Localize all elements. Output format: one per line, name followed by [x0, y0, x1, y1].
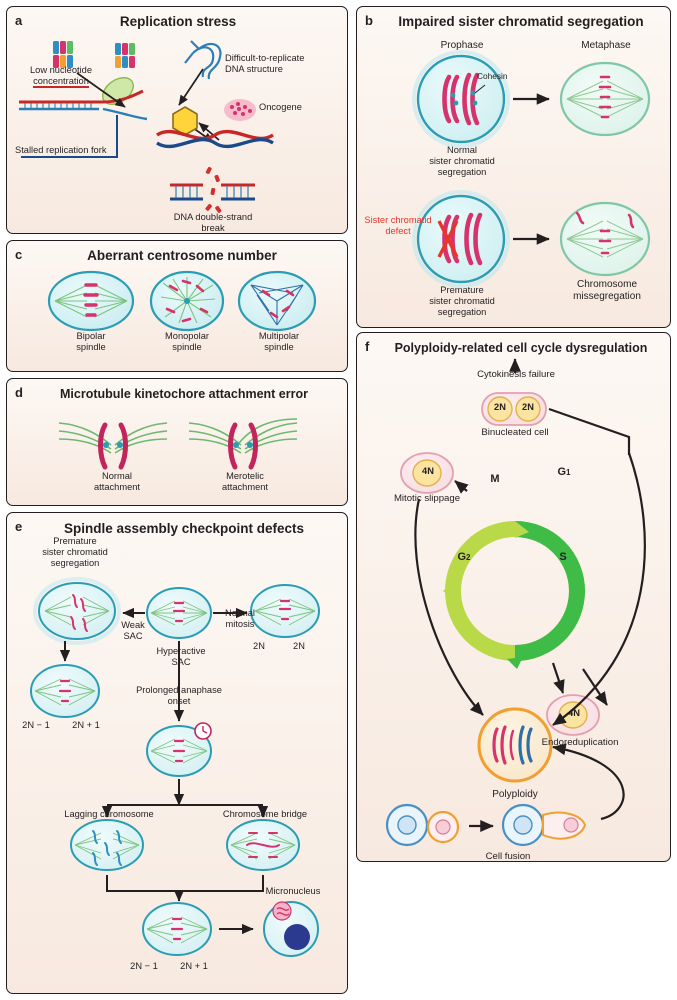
lagging-chromosome-cell — [71, 820, 143, 870]
label-dna-double-strand-break: DNA double-strand break — [173, 212, 253, 233]
label-2n-plus-1-b: 2N + 1 — [180, 961, 208, 971]
label-chromosome-missegregation: Chromosome missegregation — [573, 279, 641, 302]
panel-a-graphic — [7, 7, 348, 234]
aneuploid-cell — [31, 665, 99, 717]
panel-impaired-sister-chromatid-segregation — [356, 6, 671, 328]
normal-attachment-diagram — [59, 423, 167, 467]
panel-d-graphic — [7, 379, 348, 506]
panel-microtubule-kinetochore-attachment-error — [6, 378, 348, 506]
bipolar-spindle-cell — [49, 272, 133, 330]
cell-cycle-ring — [443, 521, 582, 669]
label-cytokinesis-failure: Cytokinesis failure — [477, 369, 555, 380]
label-cohesin: Cohesin — [477, 71, 508, 81]
label-oncogene: Oncogene — [259, 102, 302, 112]
dsb-icon — [170, 166, 255, 213]
premature-cell-defect — [414, 192, 508, 286]
label-4n-slippage: 4N — [422, 466, 434, 476]
label-difficult-to-replicate: Difficult-to-replicate DNA structure — [225, 53, 305, 74]
label-2n-minus-1: 2N − 1 — [22, 720, 50, 730]
panel-e-title: Spindle assembly checkpoint defects — [63, 521, 305, 536]
label-metaphase: Metaphase — [581, 40, 631, 51]
label-monopolar-spindle: Monopolar spindle — [165, 331, 209, 352]
label-micronucleus: Micronucleus — [265, 886, 321, 896]
label-normal-sister-chromatid-segregation: Normal sister chromatid segregation — [429, 145, 495, 177]
label-merotelic-attachment: Merotelic attachment — [222, 471, 268, 492]
panel-spindle-assembly-checkpoint-defects — [6, 512, 348, 994]
label-phase-g1: G1 — [557, 466, 571, 478]
label-2n-b: 2N — [293, 641, 305, 651]
oncogene-icon — [224, 99, 256, 121]
metaphase-cell-normal — [561, 63, 649, 135]
panel-a-letter: a — [15, 13, 23, 28]
panel-polyploidy-related-cell-cycle-dysregulation — [356, 332, 671, 862]
panel-e-graphic — [7, 513, 348, 994]
panel-d-title: Microtubule kinetochore attachment error — [60, 387, 308, 401]
nucleotide-icons — [53, 41, 135, 68]
label-prolonged-anaphase-onset: Prolonged anaphase onset — [136, 685, 222, 706]
label-low-nucleotide: Low nucleotide concentration — [29, 65, 93, 86]
label-premature-sister-chromatid-segregation-e: Premature sister chromatid segregation — [42, 536, 108, 568]
label-polyploidy: Polyploidy — [492, 789, 538, 800]
label-multipolar-spindle: Multipolar spindle — [258, 331, 300, 352]
merotelic-attachment-diagram — [189, 419, 297, 467]
dna-hairpin-icon — [185, 41, 220, 79]
multipolar-spindle-cell — [239, 272, 315, 330]
label-phase-s: S — [559, 551, 567, 563]
panel-b-title: Impaired sister chromatid segregation — [398, 14, 644, 29]
missegregation-cell — [561, 203, 649, 275]
cell-fusion-diagram — [387, 805, 585, 845]
label-2n-plus-1: 2N + 1 — [72, 720, 100, 730]
panel-d-letter: d — [15, 385, 23, 400]
monopolar-spindle-cell — [151, 272, 223, 330]
panel-f-letter: f — [365, 339, 370, 354]
label-lagging-chromosome: Lagging chromosome — [64, 809, 154, 819]
label-chromosome-bridge: Chromosome bridge — [222, 809, 308, 819]
panel-c-title: Aberrant centrosome number — [87, 248, 277, 263]
prolonged-anaphase-cell — [147, 723, 211, 776]
label-cell-fusion: Cell fusion — [485, 851, 531, 862]
label-4n-endoreduplication: 4N — [568, 708, 580, 718]
clock-icon — [195, 723, 211, 739]
label-weak-sac: Weak SAC — [121, 620, 145, 641]
chromosome-bridge-cell — [227, 820, 299, 870]
prophase-cell-normal — [414, 52, 508, 146]
micronucleus-cell — [264, 902, 318, 956]
label-2n-left: 2N — [494, 402, 506, 412]
label-premature-sister-chromatid-segregation: Premature sister chromatid segregation — [429, 285, 495, 317]
dna-helix-icon — [157, 132, 273, 147]
label-stalled-replication-fork: Stalled replication fork — [15, 145, 107, 155]
panel-a-title: Replication stress — [119, 14, 237, 29]
panel-c-letter: c — [15, 247, 23, 262]
label-normal-mitosis: Normal mitosis — [225, 608, 255, 629]
label-phase-g2: G2 — [457, 551, 471, 563]
daughter-cell-final — [143, 903, 211, 955]
label-2n-right: 2N — [522, 402, 534, 412]
panel-replication-stress — [6, 6, 348, 234]
micronucleus-body — [273, 902, 291, 920]
label-hyperactive-sac: Hyperactive SAC — [156, 646, 206, 667]
panel-e-letter: e — [15, 519, 23, 534]
label-normal-attachment: Normal attachment — [94, 471, 140, 492]
label-endoreduplication: Endoreduplication — [541, 737, 619, 748]
label-2n-a: 2N — [253, 641, 265, 651]
label-prophase: Prophase — [440, 40, 484, 51]
label-mitotic-slippage: Mitotic slippage — [393, 493, 461, 504]
label-phase-m: M — [490, 473, 500, 485]
panel-aberrant-centrosome-number — [6, 240, 348, 372]
label-2n-minus-1-b: 2N − 1 — [130, 961, 158, 971]
label-binucleated-cell: Binucleated cell — [481, 427, 549, 438]
panel-f-title: Polyploidy-related cell cycle dysregulation — [394, 341, 648, 355]
label-bipolar-spindle: Bipolar spindle — [76, 331, 106, 352]
panel-b-letter: b — [365, 13, 373, 28]
label-sister-chromatid-defect: Sister chromatid defect — [364, 215, 432, 236]
